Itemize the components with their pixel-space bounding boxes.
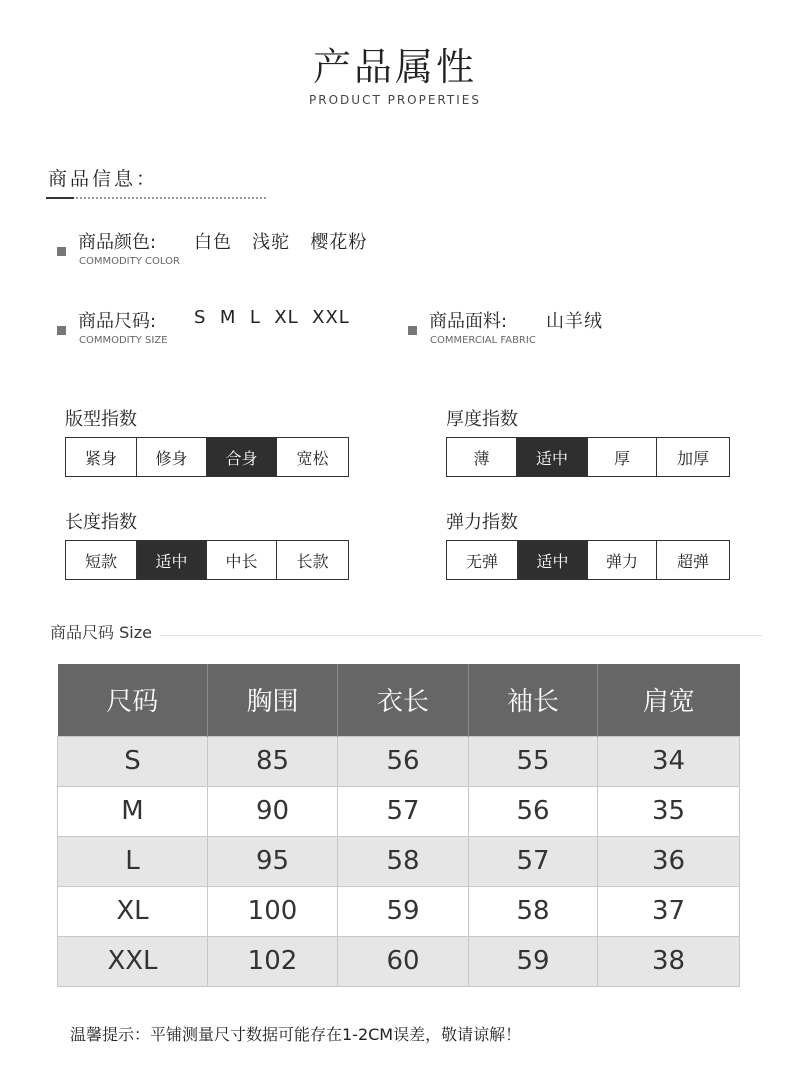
page-title: 产品属性 bbox=[312, 45, 477, 89]
elasticity-option[interactable]: 超弹 bbox=[657, 541, 729, 579]
elasticity-option[interactable]: 弹力 bbox=[588, 541, 657, 579]
length-index-selector bbox=[65, 540, 349, 580]
info-dotted-divider bbox=[76, 197, 266, 199]
attr-fabric-en: COMMERCIAL FABRIC bbox=[430, 335, 536, 346]
elasticity-option[interactable]: 适中 bbox=[518, 541, 588, 579]
table-cell: S bbox=[58, 736, 208, 786]
size-heading-divider bbox=[160, 635, 762, 636]
table-cell: 34 bbox=[598, 736, 740, 786]
info-heading-underline bbox=[46, 197, 74, 199]
table-cell: 57 bbox=[469, 836, 598, 886]
fit-option[interactable]: 合身 bbox=[207, 438, 277, 476]
bullet-square-icon bbox=[408, 326, 417, 335]
table-cell: 57 bbox=[338, 786, 469, 836]
table-cell: L bbox=[58, 836, 208, 886]
table-cell: 56 bbox=[469, 786, 598, 836]
table-cell: 55 bbox=[469, 736, 598, 786]
thickness-option[interactable]: 厚 bbox=[588, 438, 657, 476]
thickness-index-title: 厚度指数 bbox=[446, 409, 518, 430]
attr-fabric-value: 山羊绒 bbox=[546, 311, 603, 332]
length-option[interactable]: 适中 bbox=[137, 541, 207, 579]
table-row bbox=[58, 836, 740, 886]
attr-fabric-label: 商品面料: bbox=[429, 311, 508, 332]
bullet-square-icon bbox=[57, 247, 66, 256]
elasticity-option[interactable]: 无弹 bbox=[447, 541, 518, 579]
fit-index-selector bbox=[65, 437, 349, 477]
attr-color-label: 商品颜色: bbox=[78, 232, 157, 253]
info-heading: 商品信息： bbox=[48, 168, 159, 190]
thickness-index-selector bbox=[446, 437, 730, 477]
table-cell: 56 bbox=[338, 736, 469, 786]
bullet-square-icon bbox=[57, 326, 66, 335]
table-cell: 58 bbox=[338, 836, 469, 886]
table-row bbox=[58, 886, 740, 936]
measurement-note: 温馨提示：平铺测量尺寸数据可能存在1-2CM误差，敬请谅解！ bbox=[70, 1025, 522, 1044]
table-header-cell: 尺码 bbox=[58, 664, 208, 736]
page-subtitle: PRODUCT PROPERTIES bbox=[309, 93, 481, 107]
table-cell: M bbox=[58, 786, 208, 836]
table-cell: 85 bbox=[208, 736, 338, 786]
table-cell: 59 bbox=[338, 886, 469, 936]
elasticity-index-title: 弹力指数 bbox=[446, 512, 518, 533]
table-cell: 95 bbox=[208, 836, 338, 886]
thickness-option[interactable]: 加厚 bbox=[657, 438, 729, 476]
table-cell: 100 bbox=[208, 886, 338, 936]
table-cell: 59 bbox=[469, 936, 598, 986]
table-header-row bbox=[58, 664, 740, 736]
table-cell: 37 bbox=[598, 886, 740, 936]
length-option[interactable]: 长款 bbox=[277, 541, 348, 579]
attr-size-label: 商品尺码: bbox=[78, 311, 157, 332]
fit-option[interactable]: 修身 bbox=[137, 438, 207, 476]
table-row bbox=[58, 736, 740, 786]
attr-size-value: S M L XL XXL bbox=[194, 307, 350, 328]
table-cell: 58 bbox=[469, 886, 598, 936]
length-option[interactable]: 短款 bbox=[66, 541, 137, 579]
table-cell: 38 bbox=[598, 936, 740, 986]
table-header-cell: 衣长 bbox=[338, 664, 469, 736]
attr-color-en: COMMODITY COLOR bbox=[79, 256, 180, 267]
table-cell: XXL bbox=[58, 936, 208, 986]
table-header-cell: 袖长 bbox=[469, 664, 598, 736]
size-table bbox=[57, 664, 740, 987]
fit-option[interactable]: 紧身 bbox=[66, 438, 137, 476]
table-cell: 102 bbox=[208, 936, 338, 986]
attr-size-en: COMMODITY SIZE bbox=[79, 335, 168, 346]
table-row bbox=[58, 786, 740, 836]
table-cell: 36 bbox=[598, 836, 740, 886]
length-index-title: 长度指数 bbox=[65, 512, 137, 533]
thickness-option[interactable]: 薄 bbox=[447, 438, 517, 476]
table-cell: 35 bbox=[598, 786, 740, 836]
table-header-cell: 肩宽 bbox=[598, 664, 740, 736]
elasticity-index-selector bbox=[446, 540, 730, 580]
size-table-heading: 商品尺码 Size bbox=[50, 623, 152, 642]
thickness-option[interactable]: 适中 bbox=[517, 438, 588, 476]
attr-color-value: 白色 浅驼 樱花粉 bbox=[194, 232, 368, 253]
table-row bbox=[58, 936, 740, 986]
fit-option[interactable]: 宽松 bbox=[277, 438, 348, 476]
table-cell: 90 bbox=[208, 786, 338, 836]
table-header-cell: 胸围 bbox=[208, 664, 338, 736]
table-cell: XL bbox=[58, 886, 208, 936]
fit-index-title: 版型指数 bbox=[65, 409, 137, 430]
table-cell: 60 bbox=[338, 936, 469, 986]
length-option[interactable]: 中长 bbox=[207, 541, 277, 579]
